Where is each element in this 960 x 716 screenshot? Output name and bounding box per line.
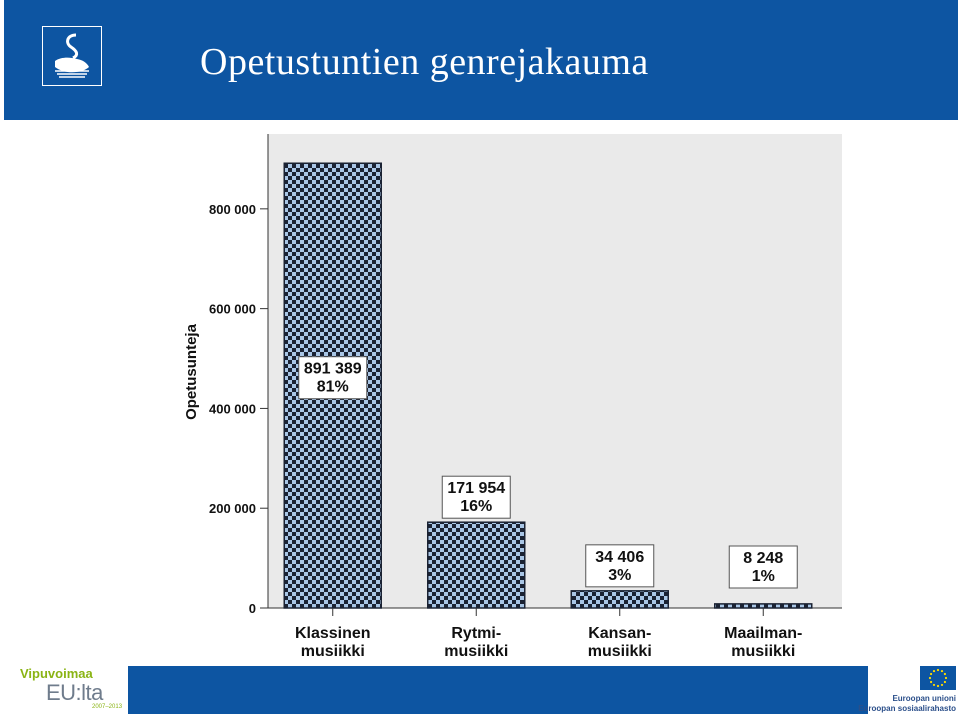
eu-star	[937, 685, 939, 687]
eu-flag-icon	[920, 666, 956, 690]
footer-bar	[128, 666, 868, 714]
eu-star	[945, 677, 947, 679]
eu-star	[933, 670, 935, 672]
y-tick-label: 0	[248, 601, 256, 616]
program-sub: EU:lta	[46, 680, 103, 705]
x-tick-label: Maailman-	[724, 625, 803, 642]
x-tick-label: musiikki	[444, 643, 509, 660]
x-tick-label: Klassinen	[294, 625, 371, 642]
data-label-value: 8 248	[743, 550, 784, 567]
eu-star	[933, 684, 935, 686]
x-tick-label: musiikki	[731, 643, 796, 660]
program-name: Vipuvoimaa	[20, 666, 93, 681]
eu-text-union: Euroopan unioni	[892, 694, 956, 703]
program-years: 2007–2013	[92, 704, 123, 710]
data-label-value: 891 389	[303, 360, 362, 378]
y-tick-label: 200 000	[209, 501, 256, 517]
data-label-percent: 16%	[460, 498, 493, 516]
vipuvoimaa-logo	[20, 666, 126, 714]
data-label-percent: 3%	[608, 566, 632, 584]
header-bar	[4, 0, 958, 120]
x-tick-label: musiikki	[587, 643, 652, 660]
eu-logo	[858, 666, 960, 716]
data-label-value: 34 406	[595, 548, 645, 566]
y-tick-label: 400 000	[209, 401, 256, 417]
x-tick-label: musiikki	[300, 643, 365, 660]
bar-chart	[0, 120, 960, 666]
eu-star	[930, 681, 932, 683]
swan-icon	[42, 26, 102, 86]
page-title: Opetustuntien genrejakauma	[200, 41, 649, 83]
data-label-value: 171 954	[447, 480, 506, 498]
bar	[715, 604, 812, 608]
eu-star	[944, 673, 946, 675]
y-tick-label: 600 000	[209, 301, 256, 317]
data-label-percent: 1%	[751, 568, 775, 585]
eu-star	[929, 677, 931, 679]
x-tick-label: Rytmi-	[451, 625, 502, 642]
x-tick-label: Kansan-	[588, 625, 652, 642]
bar	[571, 591, 668, 608]
y-axis-label: Opetusunteja	[183, 324, 200, 420]
eu-star	[944, 681, 946, 683]
eu-text-fund: Euroopan sosiaalirahasto	[858, 704, 956, 713]
eu-star	[930, 673, 932, 675]
bar	[428, 522, 525, 608]
eu-star	[941, 670, 943, 672]
eu-star	[941, 684, 943, 686]
y-tick-label: 800 000	[209, 201, 256, 217]
eu-star	[937, 669, 939, 671]
data-label-percent: 81%	[316, 378, 349, 396]
